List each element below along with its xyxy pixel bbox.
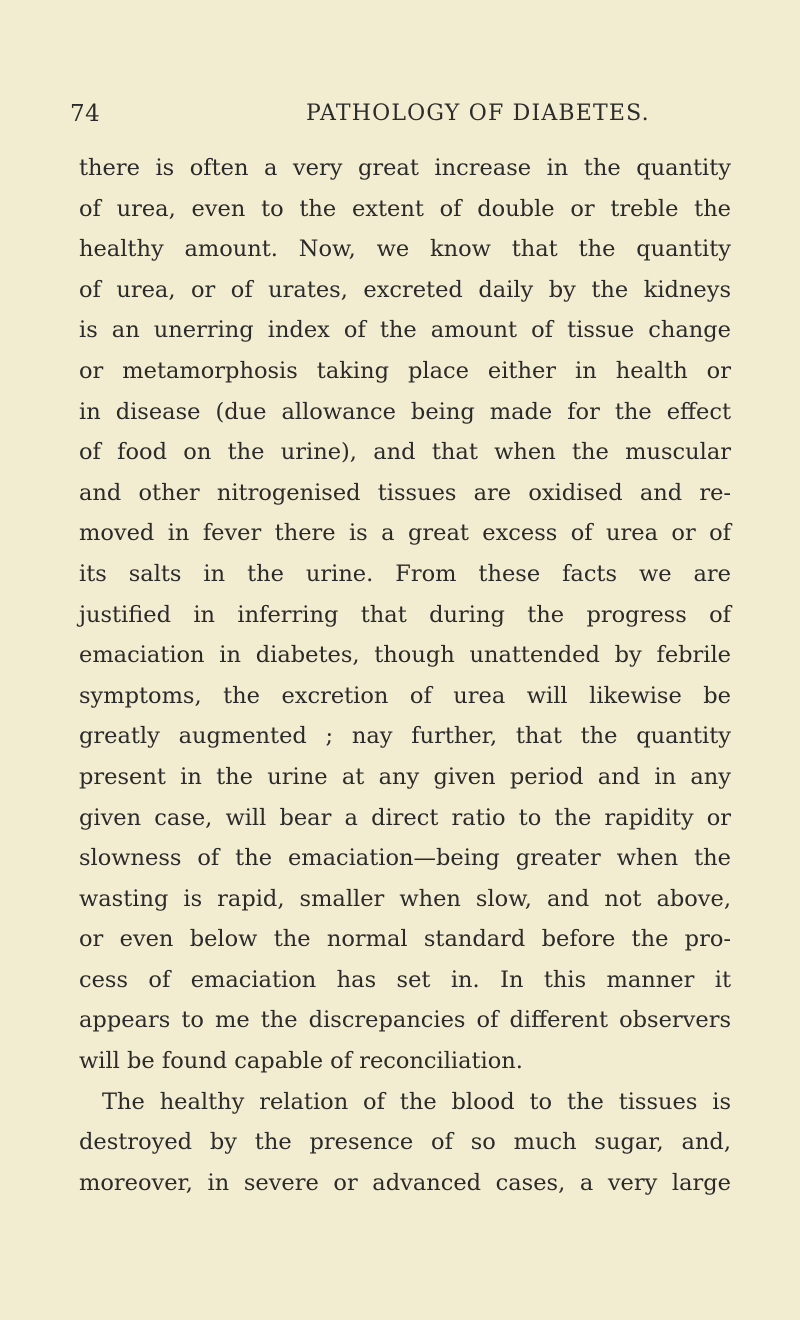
text-line: given case, will bear a direct ratio to the rapidity or xyxy=(79,804,731,831)
text-line: wasting is rapid, smaller when slow, and not above, xyxy=(79,885,731,912)
text-line: destroyed by the presence of so much sugar, and, xyxy=(79,1129,731,1156)
text-line: of urea, or of urates, excreted daily by the kidneys xyxy=(79,276,731,303)
body-text xyxy=(79,148,731,1203)
text-line: emaciation in diabetes, though unattended by febrile xyxy=(79,642,731,669)
text-line: healthy amount. Now, we know that the quantity xyxy=(79,236,731,263)
paragraph-end-line: will be found capable of reconciliation. xyxy=(79,1048,523,1075)
text-line: or even below the normal standard before the pro- xyxy=(79,926,731,953)
text-line: slowness of the emaciation—being greater when the xyxy=(79,845,731,872)
text-line: or metamorphosis taking place either in health or xyxy=(79,357,731,384)
text-line: of urea, even to the extent of double or treble the xyxy=(79,195,731,222)
text-line: present in the urine at any given period and in any xyxy=(79,763,731,790)
text-line: appears to me the discrepancies of different observers xyxy=(79,1007,731,1034)
text-line: symptoms, the excretion of urea will likewise be xyxy=(79,682,731,709)
text-line: of food on the urine), and that when the muscular xyxy=(79,439,731,466)
text-line: and other nitrogenised tissues are oxidised and re- xyxy=(79,479,731,506)
page-header xyxy=(70,101,740,141)
text-line: is an unerring index of the amount of tissue change xyxy=(79,317,731,344)
paragraph-start-line: The healthy relation of the blood to the tissues is xyxy=(102,1088,731,1115)
page-number: 74 xyxy=(70,101,101,127)
text-line: moved in fever there is a great excess of urea or of xyxy=(79,520,731,547)
text-line: there is often a very great increase in the quantity xyxy=(79,155,731,181)
running-head: PATHOLOGY OF DIABETES. xyxy=(306,101,650,126)
text-line: justified in inferring that during the progress of xyxy=(79,601,731,628)
text-line: its salts in the urine. From these facts we are xyxy=(79,560,731,587)
text-line: moreover, in severe or advanced cases, a very large xyxy=(79,1169,731,1196)
text-line: cess of emaciation has set in. In this manner it xyxy=(79,966,731,993)
text-line: greatly augmented ; nay further, that the quantity xyxy=(79,723,731,750)
text-line: in disease (due allowance being made for the effect xyxy=(79,398,731,425)
